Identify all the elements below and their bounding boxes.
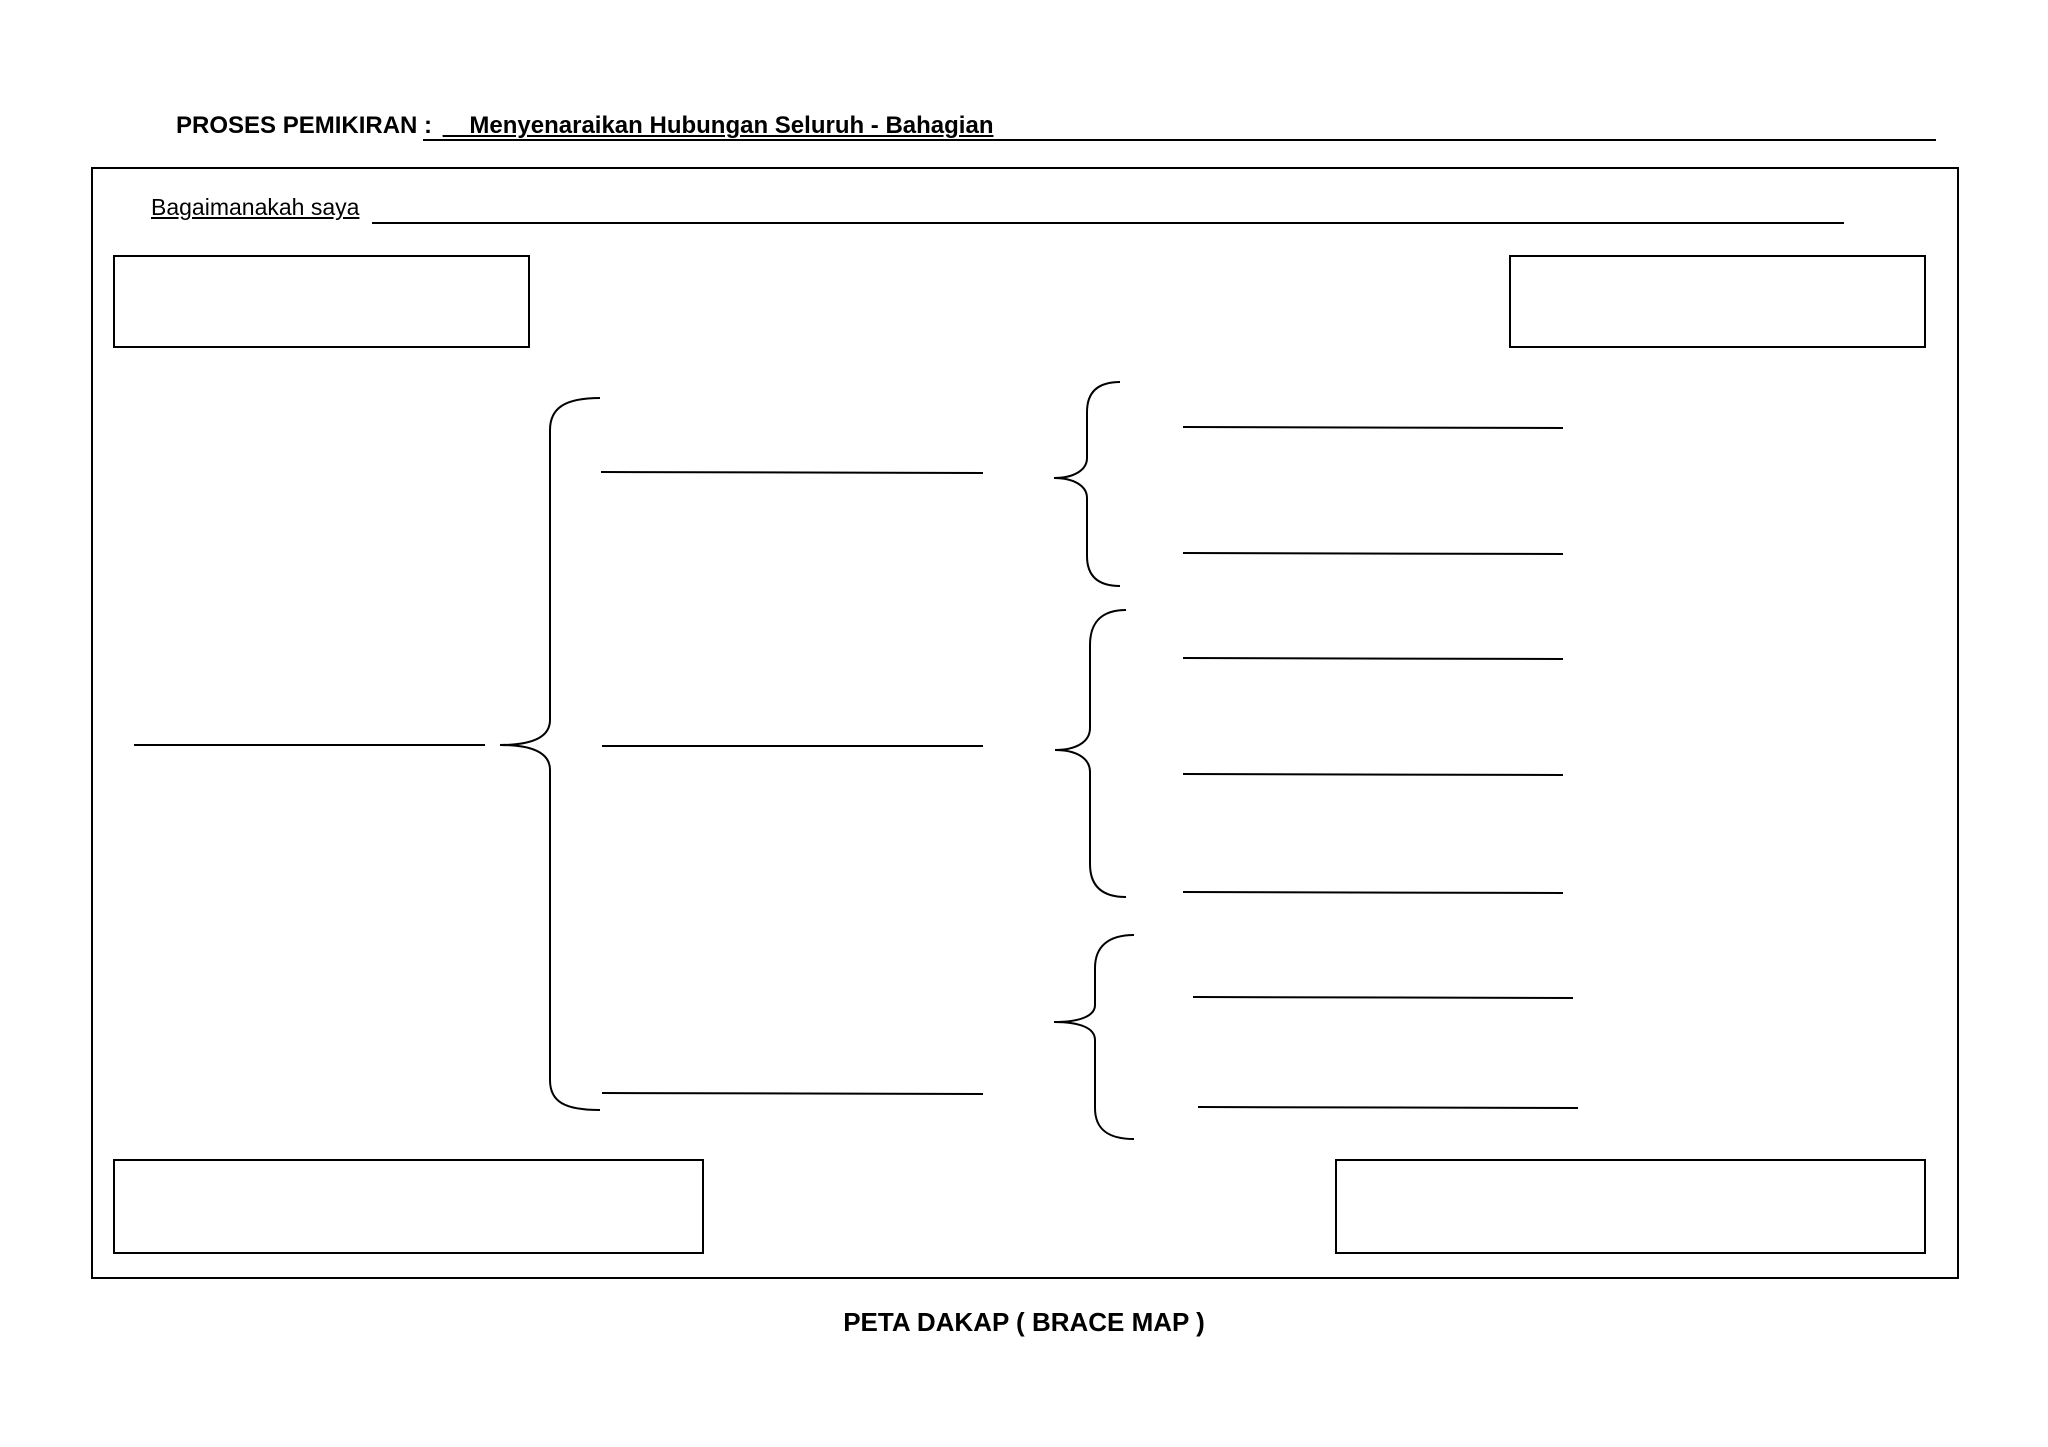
subpart-answer-line[interactable] (1193, 997, 1573, 998)
question-prompt: Bagaimanakah saya (151, 194, 360, 220)
sub-brace-3 (1054, 935, 1134, 1139)
diagram-title: PETA DAKAP ( BRACE MAP ) (843, 1307, 1205, 1337)
thinking-process-value: __Menyenaraikan Hubungan Seluruh - Bahagian (442, 112, 994, 139)
subpart-answer-line[interactable] (1183, 553, 1563, 554)
subpart-answer-line[interactable] (1183, 658, 1563, 659)
main-brace (500, 398, 600, 1110)
subpart-answer-line[interactable] (1198, 1107, 1578, 1108)
sub-brace-2 (1055, 610, 1126, 897)
sub-brace-1 (1054, 382, 1120, 586)
subpart-answer-line[interactable] (1183, 892, 1563, 893)
subpart-answer-line[interactable] (1183, 427, 1563, 428)
part-answer-line[interactable] (601, 472, 983, 473)
part-answer-line[interactable] (602, 1093, 983, 1094)
thinking-process-label: PROSES PEMIKIRAN : (176, 112, 433, 139)
subpart-answer-line[interactable] (1183, 774, 1563, 775)
